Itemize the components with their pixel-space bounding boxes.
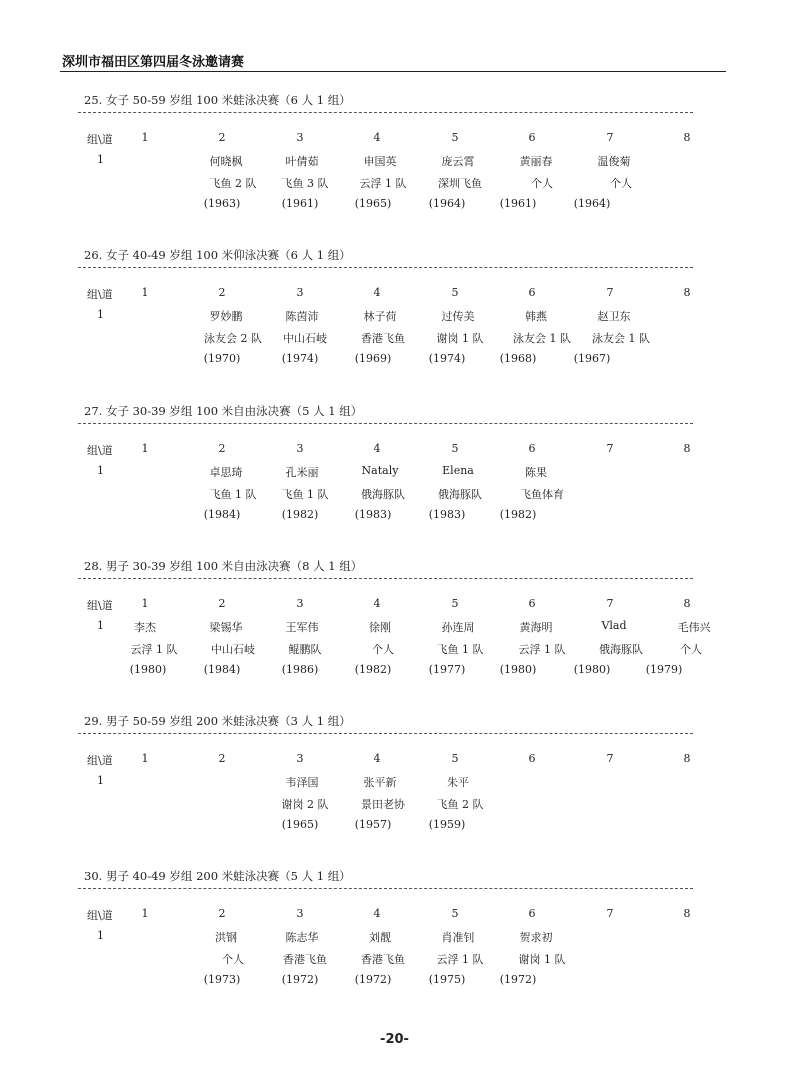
swimmer-name: 徐刚	[369, 621, 391, 634]
lane-number: 8	[683, 131, 691, 144]
page-header-title: 深圳市福田区第四届冬泳邀请赛	[62, 55, 245, 70]
swimmer-name: 肖准钊	[441, 931, 475, 944]
group-number: 1	[97, 308, 104, 321]
group-number: 1	[97, 464, 104, 477]
swimmer-team: 云浮 1 队	[130, 643, 178, 656]
lane-number: 1	[141, 442, 149, 455]
swimmer-name: 林子荷	[363, 310, 397, 323]
swimmer-team: 飞鱼体育	[520, 488, 564, 501]
event-section	[0, 247, 789, 397]
swimmer-birth-year: (1986)	[281, 663, 319, 676]
swimmer-team: 深圳飞鱼	[438, 177, 482, 190]
swimmer-team: 香港飞鱼	[361, 953, 405, 966]
swimmer-team: 个人	[531, 177, 553, 190]
lane-number: 3	[296, 907, 304, 920]
swimmer-birth-year: (1972)	[354, 973, 392, 986]
swimmer-name: 申国英	[363, 155, 397, 168]
lane-number: 8	[683, 907, 691, 920]
swimmer-team: 鲲鹏队	[288, 643, 322, 656]
lane-number: 3	[296, 752, 304, 765]
swimmer-birth-year: (1982)	[354, 663, 392, 676]
event-title: 27. 女子 30-39 岁组 100 米自由泳决赛（5 人 1 组）	[84, 404, 363, 418]
swimmer-team: 泳友会 1 队	[513, 332, 571, 345]
group-number: 1	[97, 929, 104, 942]
swimmer-name: 赵卫东	[597, 310, 631, 323]
swimmer-birth-year: (1964)	[573, 197, 611, 210]
swimmer-team: 云浮 1 队	[359, 177, 407, 190]
swimmer-birth-year: (1972)	[499, 973, 537, 986]
event-section	[0, 558, 789, 708]
lane-header-label: 组\道	[87, 754, 113, 767]
swimmer-birth-year: (1961)	[281, 197, 319, 210]
event-title: 30. 男子 40-49 岁组 200 米蛙泳决赛（5 人 1 组）	[84, 869, 351, 883]
swimmer-team: 个人	[372, 643, 394, 656]
event-title: 28. 男子 30-39 岁组 100 米自由泳决赛（8 人 1 组）	[84, 559, 363, 573]
swimmer-name: 孙连周	[441, 621, 475, 634]
event-top-rule	[78, 888, 693, 889]
swimmer-birth-year: (1973)	[203, 973, 241, 986]
lane-number: 6	[528, 907, 536, 920]
lane-number: 4	[373, 752, 381, 765]
lane-number: 1	[141, 907, 149, 920]
group-number: 1	[97, 153, 104, 166]
swimmer-name: 何晓枫	[209, 155, 243, 168]
swimmer-name: 韩燕	[525, 310, 547, 323]
lane-number: 5	[451, 597, 459, 610]
lane-number: 2	[218, 752, 226, 765]
lane-number: 2	[218, 131, 226, 144]
swimmer-name: 孔米丽	[285, 466, 319, 479]
swimmer-team: 飞鱼 2 队	[436, 798, 484, 811]
swimmer-birth-year: (1977)	[428, 663, 466, 676]
swimmer-name: 张平新	[363, 776, 397, 789]
lane-number: 5	[451, 131, 459, 144]
swimmer-birth-year: (1975)	[428, 973, 466, 986]
swimmer-birth-year: (1964)	[428, 197, 466, 210]
lane-number: 1	[141, 752, 149, 765]
swimmer-birth-year: (1980)	[573, 663, 611, 676]
lane-number: 4	[373, 286, 381, 299]
lane-number: 4	[373, 131, 381, 144]
event-top-rule	[78, 267, 693, 268]
event-title: 29. 男子 50-59 岁组 200 米蛙泳决赛（3 人 1 组）	[84, 714, 351, 728]
lane-header-label: 组\道	[87, 909, 113, 922]
swimmer-name: 陈茵沛	[285, 310, 319, 323]
lane-number: 6	[528, 131, 536, 144]
swimmer-birth-year: (1957)	[354, 818, 392, 831]
lane-number: 1	[141, 597, 149, 610]
lane-number: 3	[296, 286, 304, 299]
lane-number: 6	[528, 286, 536, 299]
swimmer-name: 黄海明	[519, 621, 553, 634]
swimmer-birth-year: (1965)	[354, 197, 392, 210]
swimmer-team: 个人	[680, 643, 702, 656]
swimmer-team: 谢岗 1 队	[436, 332, 484, 345]
swimmer-name: 王军伟	[285, 621, 319, 634]
lane-number: 2	[218, 907, 226, 920]
swimmer-team: 个人	[222, 953, 244, 966]
swimmer-name: Nataly	[361, 464, 399, 477]
event-top-rule	[78, 423, 693, 424]
lane-header-label: 组\道	[87, 599, 113, 612]
swimmer-team: 飞鱼 2 队	[209, 177, 257, 190]
lane-number: 7	[606, 752, 614, 765]
page-number: -20-	[380, 1032, 409, 1047]
lane-number: 6	[528, 442, 536, 455]
swimmer-team: 泳友会 1 队	[592, 332, 650, 345]
lane-number: 1	[141, 131, 149, 144]
swimmer-name: 卓思琦	[209, 466, 243, 479]
swimmer-birth-year: (1983)	[354, 508, 392, 521]
swimmer-team: 飞鱼 1 队	[209, 488, 257, 501]
lane-number: 8	[683, 752, 691, 765]
swimmer-name: 叶倩茹	[285, 155, 319, 168]
lane-number: 8	[683, 442, 691, 455]
swimmer-birth-year: (1959)	[428, 818, 466, 831]
event-top-rule	[78, 578, 693, 579]
event-section	[0, 868, 789, 1018]
lane-header-label: 组\道	[87, 288, 113, 301]
swimmer-name: 毛伟兴	[677, 621, 711, 634]
lane-number: 3	[296, 442, 304, 455]
lane-number: 7	[606, 442, 614, 455]
lane-number: 5	[451, 907, 459, 920]
lane-number: 4	[373, 597, 381, 610]
event-top-rule	[78, 733, 693, 734]
swimmer-birth-year: (1983)	[428, 508, 466, 521]
swimmer-name: 过传美	[441, 310, 475, 323]
swimmer-birth-year: (1979)	[645, 663, 683, 676]
lane-number: 7	[606, 131, 614, 144]
swimmer-name: 刘靓	[369, 931, 391, 944]
swimmer-team: 俄海豚队	[438, 488, 482, 501]
event-title: 26. 女子 40-49 岁组 100 米仰泳决赛（6 人 1 组）	[84, 248, 351, 262]
swimmer-birth-year: (1974)	[428, 352, 466, 365]
event-section	[0, 403, 789, 553]
swimmer-name: 庞云霄	[441, 155, 475, 168]
swimmer-name: 黄丽春	[519, 155, 553, 168]
event-section	[0, 713, 789, 863]
swimmer-name: 陈志华	[285, 931, 319, 944]
lane-number: 8	[683, 597, 691, 610]
lane-header-label: 组\道	[87, 133, 113, 146]
swimmer-name: 朱平	[447, 776, 469, 789]
swimmer-team: 香港飞鱼	[361, 332, 405, 345]
lane-number: 6	[528, 752, 536, 765]
swimmer-team: 景田老协	[361, 798, 405, 811]
swimmer-name: Vlad	[601, 619, 627, 632]
swimmer-team: 云浮 1 队	[518, 643, 566, 656]
swimmer-birth-year: (1984)	[203, 663, 241, 676]
swimmer-birth-year: (1968)	[499, 352, 537, 365]
swimmer-birth-year: (1970)	[203, 352, 241, 365]
swimmer-birth-year: (1961)	[499, 197, 537, 210]
swimmer-birth-year: (1982)	[281, 508, 319, 521]
swimmer-team: 谢岗 1 队	[518, 953, 566, 966]
group-number: 1	[97, 774, 104, 787]
swimmer-name: 罗妙鹏	[209, 310, 243, 323]
swimmer-name: 梁锡华	[209, 621, 243, 634]
lane-number: 3	[296, 131, 304, 144]
lane-header-label: 组\道	[87, 444, 113, 457]
swimmer-team: 俄海豚队	[361, 488, 405, 501]
swimmer-birth-year: (1963)	[203, 197, 241, 210]
lane-number: 1	[141, 286, 149, 299]
swimmer-name: 贺求初	[519, 931, 553, 944]
lane-number: 4	[373, 907, 381, 920]
event-title: 25. 女子 50-59 岁组 100 米蛙泳决赛（6 人 1 组）	[84, 93, 351, 107]
swimmer-team: 飞鱼 3 队	[281, 177, 329, 190]
swimmer-name: 李杰	[134, 621, 156, 634]
swimmer-team: 个人	[610, 177, 632, 190]
lane-number: 7	[606, 907, 614, 920]
swimmer-birth-year: (1965)	[281, 818, 319, 831]
swimmer-team: 俄海豚队	[599, 643, 643, 656]
event-top-rule	[78, 112, 693, 113]
swimmer-team: 云浮 1 队	[436, 953, 484, 966]
lane-number: 2	[218, 597, 226, 610]
swimmer-name: 温俊菊	[597, 155, 631, 168]
lane-number: 7	[606, 286, 614, 299]
swimmer-team: 香港飞鱼	[283, 953, 327, 966]
swimmer-name: 韦泽国	[285, 776, 319, 789]
lane-number: 4	[373, 442, 381, 455]
swimmer-birth-year: (1967)	[573, 352, 611, 365]
lane-number: 6	[528, 597, 536, 610]
swimmer-team: 中山石岐	[283, 332, 327, 345]
swimmer-name: 陈果	[525, 466, 547, 479]
lane-number: 7	[606, 597, 614, 610]
swimmer-team: 飞鱼 1 队	[281, 488, 329, 501]
lane-number: 8	[683, 286, 691, 299]
swimmer-birth-year: (1972)	[281, 973, 319, 986]
lane-number: 2	[218, 442, 226, 455]
lane-number: 3	[296, 597, 304, 610]
lane-number: 5	[451, 442, 459, 455]
swimmer-birth-year: (1974)	[281, 352, 319, 365]
lane-number: 2	[218, 286, 226, 299]
swimmer-name: 洪钢	[215, 931, 237, 944]
swimmer-birth-year: (1980)	[499, 663, 537, 676]
swimmer-team: 中山石岐	[211, 643, 255, 656]
swimmer-team: 泳友会 2 队	[204, 332, 262, 345]
swimmer-birth-year: (1980)	[129, 663, 167, 676]
event-section	[0, 92, 789, 242]
swimmer-birth-year: (1982)	[499, 508, 537, 521]
header-divider	[60, 71, 726, 72]
swimmer-team: 飞鱼 1 队	[436, 643, 484, 656]
swimmer-birth-year: (1969)	[354, 352, 392, 365]
lane-number: 5	[451, 286, 459, 299]
swimmer-birth-year: (1984)	[203, 508, 241, 521]
lane-number: 5	[451, 752, 459, 765]
group-number: 1	[97, 619, 104, 632]
swimmer-name: Elena	[442, 464, 474, 477]
swimmer-team: 谢岗 2 队	[281, 798, 329, 811]
